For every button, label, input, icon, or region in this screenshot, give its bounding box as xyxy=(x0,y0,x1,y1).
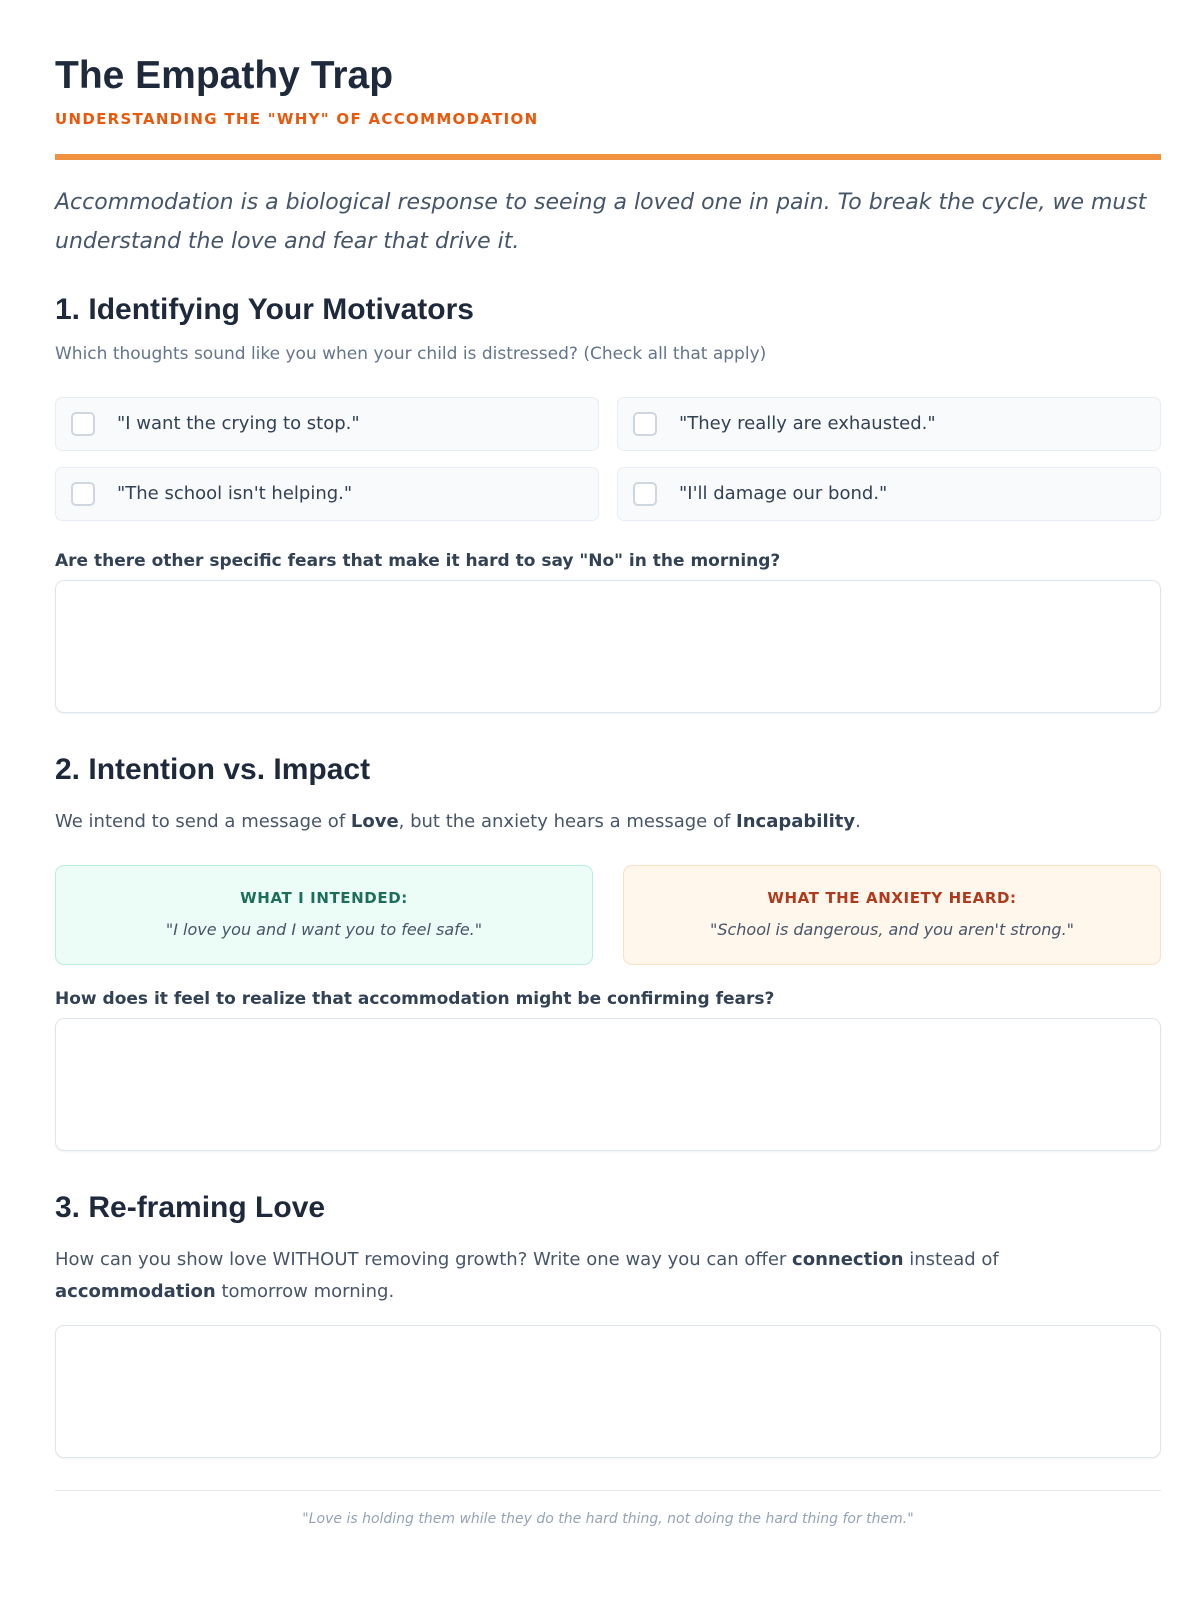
connection-emphasis: connection xyxy=(792,1249,904,1270)
footer-quote: "Love is holding them while they do the hard thing, not doing the hard thing for them." xyxy=(302,1511,914,1527)
option-label: "I'll damage our bond." xyxy=(679,483,888,504)
intended-card xyxy=(55,865,593,965)
option-label: "The school isn't helping." xyxy=(117,483,353,504)
accommodation-emphasis: accommodation xyxy=(55,1281,216,1302)
section-3-heading: 3. Re-framing Love xyxy=(55,1191,326,1224)
anxiety-heard-label: WHAT THE ANXIETY HEARD: xyxy=(767,889,1017,907)
footer-divider xyxy=(55,1490,1161,1491)
section-1-question: Are there other specific fears that make it hard to say "No" in the morning? xyxy=(55,551,781,571)
page-subtitle: UNDERSTANDING THE "WHY" OF ACCOMMODATION xyxy=(55,110,539,128)
motivator-option[interactable] xyxy=(617,397,1161,451)
intended-quote: "I love you and I want you to feel safe." xyxy=(165,920,483,939)
checkbox[interactable] xyxy=(633,482,657,506)
anxiety-heard-card xyxy=(623,865,1161,965)
motivator-option[interactable] xyxy=(617,467,1161,521)
anxiety-heard-quote: "School is dangerous, and you aren't strong." xyxy=(709,920,1075,939)
page-title: The Empathy Trap xyxy=(55,54,394,97)
other-fears-textarea[interactable] xyxy=(55,580,1161,713)
section-1-heading: 1. Identifying Your Motivators xyxy=(55,293,474,326)
section-1-hint: Which thoughts sound like you when your child is distressed? (Check all that apply) xyxy=(55,344,767,364)
incapability-emphasis: Incapability xyxy=(736,811,856,832)
checkbox[interactable] xyxy=(71,482,95,506)
motivator-option[interactable] xyxy=(55,397,599,451)
motivator-option[interactable] xyxy=(55,467,599,521)
intro-text: Accommodation is a biological response to seeing a loved one in pain. To break the cycle, we must understand the love and fear that drive it. xyxy=(55,190,1147,254)
confirming-fears-textarea[interactable] xyxy=(55,1018,1161,1151)
header-divider xyxy=(55,154,1161,160)
section-2-text: We intend to send a message of Love, but the anxiety hears a message of Incapability. xyxy=(55,811,861,832)
option-label: "They really are exhausted." xyxy=(679,413,936,434)
reframing-textarea[interactable] xyxy=(55,1325,1161,1458)
intended-label: WHAT I INTENDED: xyxy=(240,889,408,907)
love-emphasis: Love xyxy=(350,811,399,832)
section-2-heading: 2. Intention vs. Impact xyxy=(55,753,371,786)
checkbox[interactable] xyxy=(633,412,657,436)
section-2-question: How does it feel to realize that accommodation might be confirming fears? xyxy=(55,989,775,1009)
checkbox[interactable] xyxy=(71,412,95,436)
option-label: "I want the crying to stop." xyxy=(117,413,360,434)
section-3-text: How can you show love WITHOUT removing growth? Write one way you can offer connection instead of accommodation tomorrow morning. xyxy=(55,1249,999,1302)
